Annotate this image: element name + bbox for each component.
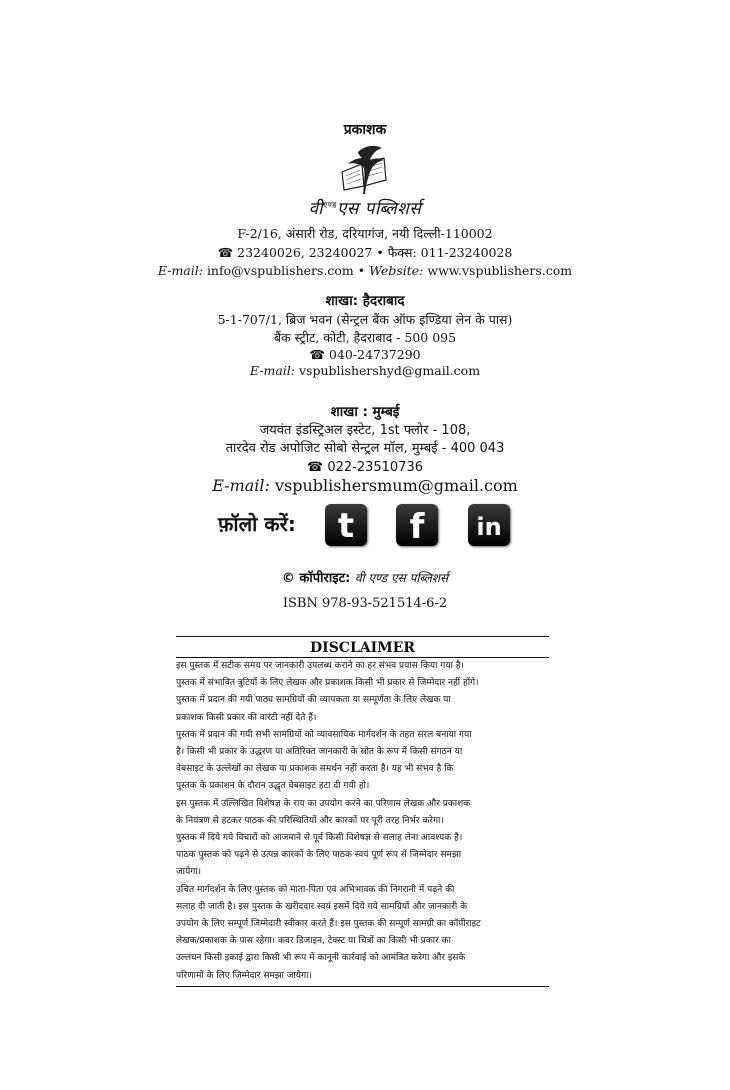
brand-part-2: एस पब्लिशर्स — [337, 199, 422, 219]
mumbai-line2: तारदेव रोड अपोजिट सोबो सेन्ट्रल मॉल, मुम्बई - 400 043 — [225, 441, 505, 456]
disclaimer-line: पुस्तक में संभावित त्रुटियों के लिए लेखक और प्रकाशक किसी भी प्रकार से जिम्मेदार नहीं होंगे। — [176, 678, 479, 689]
hyderabad-email — [0, 362, 730, 379]
separator: • — [357, 263, 366, 278]
brand-small: एण्ड — [323, 200, 338, 210]
email-link[interactable]: info@vspublishers.com — [206, 263, 354, 278]
email-label: E-mail: — [249, 363, 296, 378]
linkedin-button[interactable] — [468, 504, 510, 546]
mumbai-heading: शाखा : मुम्बई — [330, 404, 400, 420]
copyright-holder: वी एण्ड एस पब्लिशर्स — [354, 571, 449, 585]
hyderabad-phone: ☎ 040-24737290 — [309, 347, 421, 362]
facebook-button[interactable] — [396, 504, 438, 546]
publisher-heading: प्रकाशक — [343, 122, 387, 138]
hyderabad-line2: बैंक स्ट्रीट, कोटी, हैदराबाद - 500 095 — [273, 330, 457, 345]
disclaimer-body — [176, 658, 549, 985]
mumbai-email — [0, 476, 730, 495]
brand-part-1: वी — [308, 199, 323, 219]
twitter-icon — [325, 504, 367, 546]
publisher-brand — [0, 196, 730, 219]
head-office-address: F-2/16, अंसारी रोड, दरियागंज, नयी दिल्ली-110002 — [237, 226, 493, 241]
disclaimer-top-rule — [176, 636, 549, 637]
linkedin-glyph: in — [476, 513, 502, 541]
follow-label: फ़ॉलो करें: — [218, 512, 296, 536]
twitter-glyph: t — [337, 506, 355, 546]
disclaimer-line: वेबसाइट के उल्लेखों का लेखक या प्रकाशक समर्थन नहीं करता है। यह भी संभव है कि — [176, 764, 454, 775]
head-office-contact — [0, 262, 730, 279]
facebook-glyph: f — [409, 507, 425, 546]
hyderabad-heading: शाखा: हैदराबाद — [325, 293, 405, 309]
email-link[interactable]: vspublishershyd@gmail.com — [299, 363, 481, 378]
disclaimer-line: परिणामों के लिए जिम्मेदार समझा जायेगा। — [176, 970, 312, 981]
copyright-line — [0, 568, 730, 586]
head-office-phone: ☎ 23240026, 23240027 • फैक्स: 011-23240028 — [217, 245, 513, 260]
facebook-icon — [396, 504, 438, 546]
disclaimer-line: पुस्तक में प्रदान की गयी सभी सामग्रियों को व्यावसायिक मार्गदर्शन के तहत सरल बनाया गया — [176, 729, 472, 740]
disclaimer-line: सलाह दी जाती है। इस पुस्तक के खरीददार स्वयं इसमें दिये गये सामग्रियों और जानकारी के — [176, 901, 468, 912]
disclaimer-bottom-rule — [176, 986, 549, 987]
copyright-label: © कॉपीराइट: — [281, 571, 351, 586]
disclaimer-line: इस पुस्तक में उल्लिखित विशेषज्ञ के राय का उपयोग करने का परिणाम लेखक और प्रकाशक — [176, 798, 471, 809]
disclaimer-line: इस पुस्तक में सटीक समय पर जानकारी उपलब्ध कराने का हर संभव प्रयास किया गया है। — [176, 661, 464, 671]
email-label: E-mail: — [157, 263, 203, 278]
website-label: Website: — [369, 263, 424, 278]
disclaimer-line: पुस्तक में दिये गये विचारों को आजमाने से पूर्व किसी विशेषज्ञ से सलाह लेना आवश्यक है। — [176, 833, 463, 844]
disclaimer-line: पुस्तक में प्रदान की गयी पाठ्य सामग्रियों की व्यापकता या सम्पूर्णता के लिए लेखक या — [176, 695, 451, 706]
disclaimer-line: लेखक/प्रकाशक के पास रहेगा। कवर डिजाइन, टेक्स्ट या चित्रों का किसी भी प्रकार का — [176, 936, 451, 947]
disclaimer-line: उल्लंघन किसी इकाई द्वारा किसी भी रूप में कानूनी कार्रवाई को आमंत्रित करेगा और इसके — [176, 953, 466, 964]
linkedin-icon — [468, 504, 510, 546]
mumbai-line1: जयवंत इंडस्ट्रिअल इस्टेट, 1st फ्लोर - 108, — [259, 423, 471, 438]
hyderabad-line1: 5-1-707/1, ब्रिज भवन (सेन्ट्रल बैंक ऑफ इण्डिया लेन के पास) — [217, 312, 513, 327]
disclaimer-title: DISCLAIMER — [310, 640, 415, 656]
disclaimer-line: पुस्तक के प्रकाशन के दौरान उद्धृत वेबसाइट हटा दी गयी हो। — [176, 781, 370, 792]
disclaimer-line: पाठक पुस्तक को पढ़ने से उत्पन्न कारकों के लिए पाठक स्वयं पूर्ण रूप से जिम्मेदार समझा — [176, 850, 462, 861]
disclaimer-line: है। किसी भी प्रकार के उद्धरण या अतिरिक्त जानकारी के स्रोत के रूप में किसी संगठन या — [176, 747, 463, 758]
disclaimer-line: के नियंत्रण से हटकर पाठक की परिस्थितियों और कारकों पर पूरी तरह निर्भर करेगा। — [176, 815, 444, 826]
disclaimer-line: जायेगा। — [176, 867, 202, 878]
mumbai-phone: ☎ 022-23510736 — [307, 460, 423, 475]
publisher-logo-icon — [338, 142, 392, 196]
disclaimer-line: उचित मार्गदर्शन के लिए पुस्तक को माता-पिता एवं अभिभावक की निगरानी में पढ़ने की — [176, 884, 455, 895]
twitter-button[interactable] — [325, 504, 367, 546]
website-link[interactable]: www.vspublishers.com — [427, 263, 573, 278]
email-label: E-mail: — [212, 476, 270, 495]
email-link[interactable]: vspublishersmum@gmail.com — [275, 476, 518, 495]
isbn: ISBN 978-93-521514-6-2 — [282, 596, 448, 611]
disclaimer-line: उपयोग के लिए सम्पूर्ण जिम्मेदारी स्वीकार करते हैं। इस पुस्तक की सम्पूर्ण सामग्री का कॉपीराइट — [176, 919, 481, 930]
disclaimer-line: प्रकाशक किसी प्रकार की वारंटी नहीं देते हैं। — [176, 712, 317, 723]
